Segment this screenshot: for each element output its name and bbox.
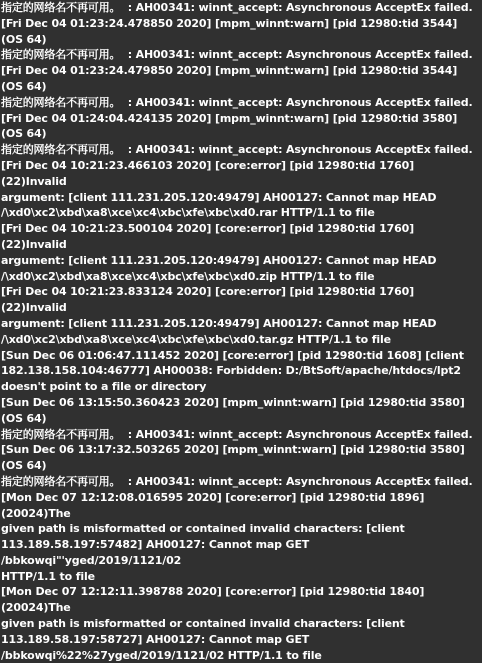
log-line: [Mon Dec 07 12:12:08.016595 2020] [core:error] [pid 12980:tid 1896] (20024)The — [1, 490, 428, 520]
log-line: given path is misformatted or contained invalid characters: [client — [1, 522, 405, 536]
log-line: /bbkowqi%22%27yged/2019/1121/02 HTTP/1.1 to file — [1, 648, 322, 662]
log-line: 指定的网络名不再可用。 : AH00341: winnt_accept: Asynchronous AcceptEx failed. — [1, 48, 473, 62]
log-line: 指定的网络名不再可用。 : AH00341: winnt_accept: Asynchronous AcceptEx failed. — [1, 1, 473, 14]
log-line: /\xd0\xc2\xbd\xa8\xce\xc4\xbc\xfe\xbc\xd0.rar HTTP/1.1 to file — [1, 206, 375, 220]
log-line: argument: [client 111.231.205.120:49479] AH00127: Cannot map HEAD — [1, 190, 437, 204]
log-line: argument: [client 111.231.205.120:49479] AH00127: Cannot map HEAD — [1, 253, 437, 267]
log-line: [Sun Dec 06 13:17:32.503265 2020] [mpm_winnt:warn] [pid 12980:tid 3580] (OS 64) — [1, 443, 469, 473]
log-line: [Fri Dec 04 10:21:23.833124 2020] [core:error] [pid 12980:tid 1760] (22)Invalid — [1, 285, 418, 315]
log-line: [Mon Dec 07 12:12:11.398788 2020] [core:error] [pid 12980:tid 1840] (20024)The — [1, 585, 428, 615]
log-line: [Fri Dec 04 10:21:23.466103 2020] [core:error] [pid 12980:tid 1760] (22)Invalid — [1, 158, 418, 188]
log-line: [Sun Dec 06 13:15:50.360423 2020] [mpm_winnt:warn] [pid 12980:tid 3580] (OS 64) — [1, 395, 469, 425]
log-line: 113.189.58.197:58727] AH00127: Cannot map GET — [1, 632, 310, 646]
log-line: [Fri Dec 04 10:21:23.500104 2020] [core:error] [pid 12980:tid 1760] (22)Invalid — [1, 222, 418, 251]
log-line: [Fri Dec 04 01:23:24.479850 2020] [mpm_winnt:warn] [pid 12980:tid 3544] (OS 64) — [1, 64, 461, 93]
log-line: 指定的网络名不再可用。 : AH00341: winnt_accept: Asynchronous AcceptEx failed. — [1, 95, 473, 109]
log-line: HTTP/1.1 to file — [1, 569, 95, 583]
log-line: given path is misformatted or contained invalid characters: [client — [1, 617, 405, 631]
log-line: doesn't point to a file or directory — [1, 380, 207, 394]
log-line: 指定的网络名不再可用。 : AH00341: winnt_accept: Asynchronous AcceptEx failed. — [1, 474, 473, 488]
log-line: 指定的网络名不再可用。 : AH00341: winnt_accept: Asynchronous AcceptEx failed. — [1, 427, 473, 441]
log-line: 113.189.58.197:57482] AH00127: Cannot map GET /bbkowqi"'yged/2019/1121/02 — [1, 538, 313, 567]
log-line: argument: [client 111.231.205.120:49479] AH00127: Cannot map HEAD — [1, 316, 437, 330]
log-line: 182.138.158.104:46777] AH00038: Forbidden: D:/BtSoft/apache/htdocs/lpt2 — [1, 364, 461, 378]
log-line: 指定的网络名不再可用。 : AH00341: winnt_accept: Asynchronous AcceptEx failed. — [1, 143, 473, 157]
log-line: [Sun Dec 06 01:06:47.111452 2020] [core:error] [pid 12980:tid 1608] [client — [1, 348, 464, 362]
log-line: [Fri Dec 04 01:24:04.424135 2020] [mpm_winnt:warn] [pid 12980:tid 3580] (OS 64) — [1, 111, 461, 141]
log-line: /\xd0\xc2\xbd\xa8\xce\xc4\xbc\xfe\xbc\xd0.zip HTTP/1.1 to file — [1, 269, 375, 283]
log-line: /\xd0\xc2\xbd\xa8\xce\xc4\xbc\xfe\xbc\xd0.tar.gz HTTP/1.1 to file — [1, 332, 391, 346]
log-line: [Fri Dec 04 01:23:24.478850 2020] [mpm_winnt:warn] [pid 12980:tid 3544] (OS 64) — [1, 16, 461, 46]
